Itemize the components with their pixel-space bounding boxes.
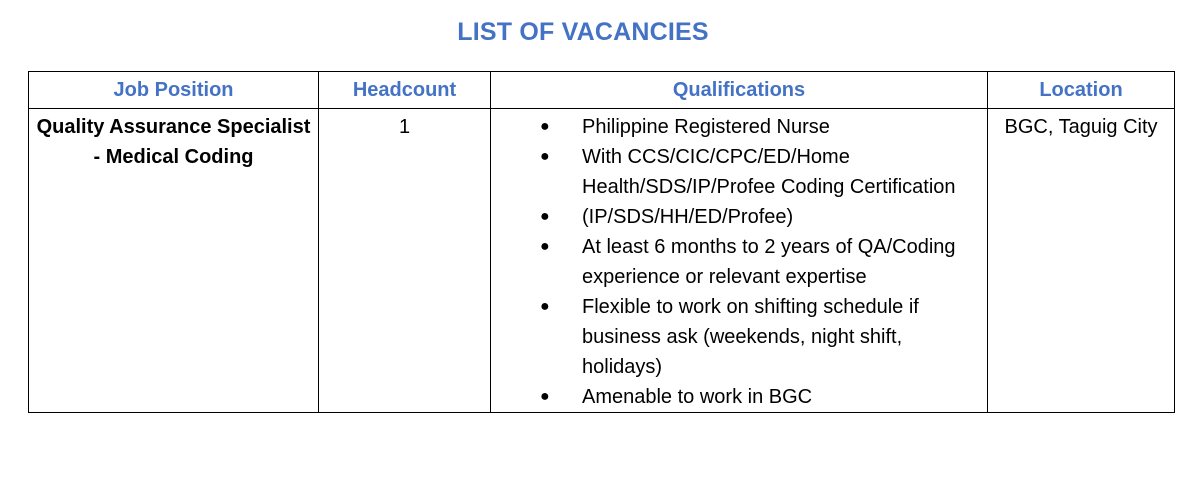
qualification-item xyxy=(491,232,987,292)
headcount-cell: 1 xyxy=(319,109,491,413)
qualification-text: (IP/SDS/HH/ED/Profee) xyxy=(582,206,794,228)
table-header-row xyxy=(29,72,1175,109)
qualification-item xyxy=(491,382,987,412)
bullet-icon: ● xyxy=(540,208,550,225)
bullet-icon: ● xyxy=(540,118,550,135)
qualification-text: Flexible to work on shifting schedule if business ask (weekends, night shift, holidays) xyxy=(582,296,919,378)
header-headcount: Headcount xyxy=(319,72,491,109)
job-position-cell: Quality Assurance Specialist - Medical Coding xyxy=(29,109,319,413)
table-row xyxy=(29,109,1175,413)
bullet-icon: ● xyxy=(540,238,550,255)
qualification-item xyxy=(491,292,987,382)
location-cell: BGC, Taguig City xyxy=(988,109,1175,413)
qualifications-cell xyxy=(491,109,988,413)
bullet-icon: ● xyxy=(540,388,550,405)
qualification-text: Amenable to work in BGC xyxy=(582,386,813,408)
qualification-item xyxy=(491,202,987,232)
qualification-item xyxy=(491,112,987,142)
header-location: Location xyxy=(988,72,1175,109)
vacancies-table xyxy=(28,71,1175,413)
qualification-text: At least 6 months to 2 years of QA/Coding experience or relevant expertise xyxy=(582,236,956,288)
header-job-position: Job Position xyxy=(29,72,319,109)
page-title: LIST OF VACANCIES xyxy=(457,18,709,46)
bullet-icon: ● xyxy=(540,148,550,165)
header-qualifications: Qualifications xyxy=(491,72,988,109)
qualification-text: Philippine Registered Nurse xyxy=(582,116,830,138)
qualification-text: With CCS/CIC/CPC/ED/Home Health/SDS/IP/Profee Coding Certification xyxy=(582,146,956,198)
qualifications-list xyxy=(491,112,987,412)
bullet-icon: ● xyxy=(540,298,550,315)
qualification-item xyxy=(491,142,987,202)
